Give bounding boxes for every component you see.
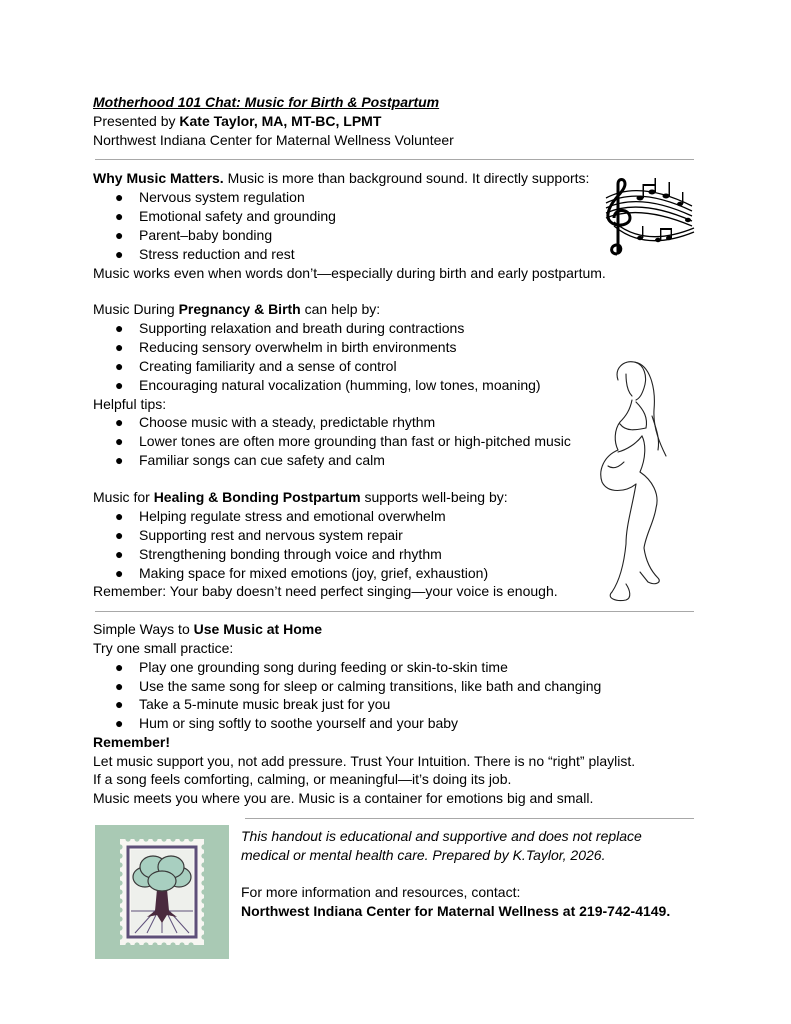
home-heading: Use Music at Home — [193, 621, 322, 637]
why-intro-text: Music is more than background sound. It directly supports: — [223, 170, 590, 186]
handout-title: Motherhood 101 Chat: Music for Birth & Postpartum — [93, 94, 440, 110]
remember-line: Music meets you where you are. Music is a container for emotions big and small. — [93, 790, 594, 806]
presenter-line — [93, 112, 381, 131]
why-heading: Why Music Matters. — [93, 170, 224, 186]
list-item: ● Encouraging natural vocalization (humming, low tones, moaning) — [115, 377, 541, 393]
list-item: ● Supporting relaxation and breath during contractions — [115, 320, 465, 336]
list-item: ● Lower tones are often more grounding than fast or high-pitched music — [115, 433, 571, 449]
why-intro — [93, 169, 589, 188]
presenter-prefix: Presented by — [93, 113, 180, 129]
divider — [95, 159, 694, 160]
why-closing: Music works even when words don’t—especially during birth and early postpartum. — [93, 265, 606, 281]
list-item: ● Take a 5-minute music break just for you — [115, 696, 391, 712]
list-item: ● Reducing sensory overwhelm in birth environments — [115, 339, 457, 355]
remember-line: If a song feels comforting, calming, or meaningful—it’s doing its job. — [93, 771, 512, 787]
list-item: ● Stress reduction and rest — [115, 246, 295, 262]
birth-intro: Music During Pregnancy & Birth can help by: — [93, 301, 381, 317]
list-item: ● Making space for mixed emotions (joy, grief, exhaustion) — [115, 565, 489, 581]
disclaimer-line: medical or mental health care. Prepared by K.Taylor, 2026. — [241, 847, 606, 863]
postpartum-intro: Music for Healing & Bonding Postpartum supports well-being by: — [93, 489, 508, 505]
pregnant-figure-icon — [596, 358, 674, 606]
postpartum-heading: Healing & Bonding Postpartum — [153, 489, 361, 505]
list-item: ● Familiar songs can cue safety and calm — [115, 452, 385, 468]
presenter-name: Kate Taylor, MA, MT-BC, LPMT — [179, 113, 382, 129]
list-item: ● Use the same song for sleep or calming transitions, like bath and changing — [115, 678, 602, 694]
tips-label: Helpful tips: — [93, 396, 167, 412]
home-intro: Simple Ways to Use Music at Home — [93, 621, 322, 637]
list-item: ● Supporting rest and nervous system repair — [115, 527, 403, 543]
divider — [95, 611, 694, 612]
list-item: ● Nervous system regulation — [115, 189, 305, 205]
list-item: ● Creating familiarity and a sense of control — [115, 358, 397, 374]
list-item: ● Emotional safety and grounding — [115, 208, 336, 224]
disclaimer-line: This handout is educational and supportive and does not replace — [241, 828, 642, 844]
remember-label: Remember! — [93, 734, 171, 750]
list-item: ● Hum or sing softly to soothe yourself and your baby — [115, 715, 459, 731]
stamp-logo — [95, 825, 229, 959]
list-item: ● Play one grounding song during feeding or skin-to-skin time — [115, 659, 508, 675]
list-item: ● Helping regulate stress and emotional overwhelm — [115, 508, 446, 524]
home-practice-label: Try one small practice: — [93, 640, 234, 656]
remember-line: Let music support you, not add pressure. Trust Your Intuition. There is no “right” playlist. — [93, 753, 636, 769]
list-item: ● Choose music with a steady, predictable rhythm — [115, 414, 436, 430]
birth-heading: Pregnancy & Birth — [178, 301, 301, 317]
list-item: ● Strengthening bonding through voice and rhythm — [115, 546, 442, 562]
postpartum-closing: Remember: Your baby doesn’t need perfect singing—your voice is enough. — [93, 583, 558, 599]
contact-intro: For more information and resources, contact: — [241, 884, 521, 900]
list-item: ● Parent–baby bonding — [115, 227, 273, 243]
tree-stamp-icon — [95, 825, 229, 959]
contact-info: Northwest Indiana Center for Maternal Wellness at 219-742-4149. — [241, 903, 671, 919]
organization-line: Northwest Indiana Center for Maternal Wellness Volunteer — [93, 132, 454, 148]
music-notes-icon — [600, 176, 696, 258]
divider — [245, 818, 694, 819]
